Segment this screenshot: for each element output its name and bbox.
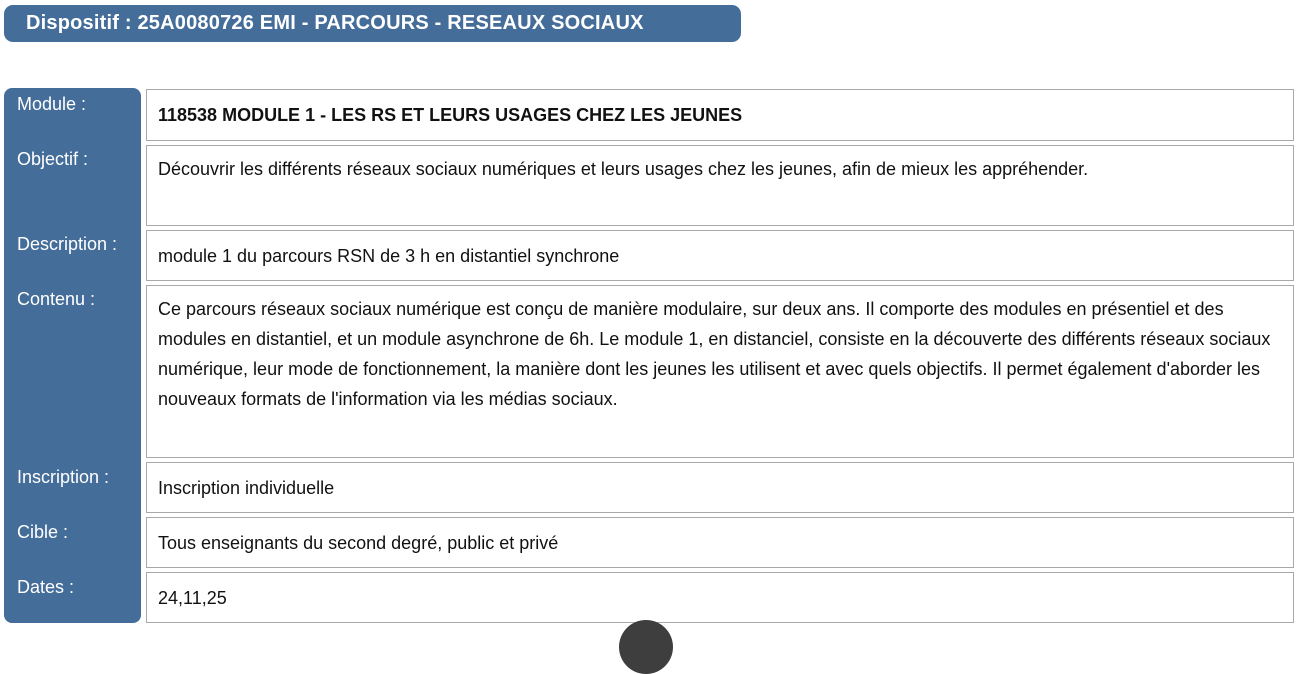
cible-value: Tous enseignants du second degré, public et privé bbox=[146, 517, 1294, 568]
scroll-button[interactable] bbox=[619, 620, 673, 674]
inscription-label: Inscription : bbox=[17, 467, 110, 487]
dates-label: Dates : bbox=[17, 577, 75, 597]
contenu-label: Contenu : bbox=[17, 289, 96, 309]
inscription-value: Inscription individuelle bbox=[146, 462, 1294, 513]
contenu-value: Ce parcours réseaux sociaux numérique est conçu de manière modulaire, sur deux ans. Il comporte des modules en présentiel et des modules en distantiel, et un module asynchrone de 6h. Le module 1, en distanciel, consiste en la découverte des différents réseaux sociaux numérique, leur mode de fonctionnement, la manière dont les jeunes les utilisent et avec quels objectifs. Il permet également d'aborder les nouveaux formats de l'information via les médias sociaux. bbox=[146, 285, 1294, 458]
description-label: Description : bbox=[17, 234, 118, 254]
module-label: Module : bbox=[17, 94, 87, 114]
dates-value: 24,11,25 bbox=[146, 572, 1294, 623]
module-value: 118538 MODULE 1 - LES RS ET LEURS USAGES CHEZ LES JEUNES bbox=[146, 89, 1294, 141]
label-column bbox=[4, 88, 141, 623]
cible-label: Cible : bbox=[17, 522, 69, 542]
description-value: module 1 du parcours RSN de 3 h en distantiel synchrone bbox=[146, 230, 1294, 281]
objectif-value: Découvrir les différents réseaux sociaux numériques et leurs usages chez les jeunes, afin de mieux les appréhender. bbox=[146, 145, 1294, 226]
page-title: Dispositif : 25A0080726 EMI - PARCOURS - RESEAUX SOCIAUX bbox=[4, 5, 741, 42]
objectif-label: Objectif : bbox=[17, 149, 89, 169]
